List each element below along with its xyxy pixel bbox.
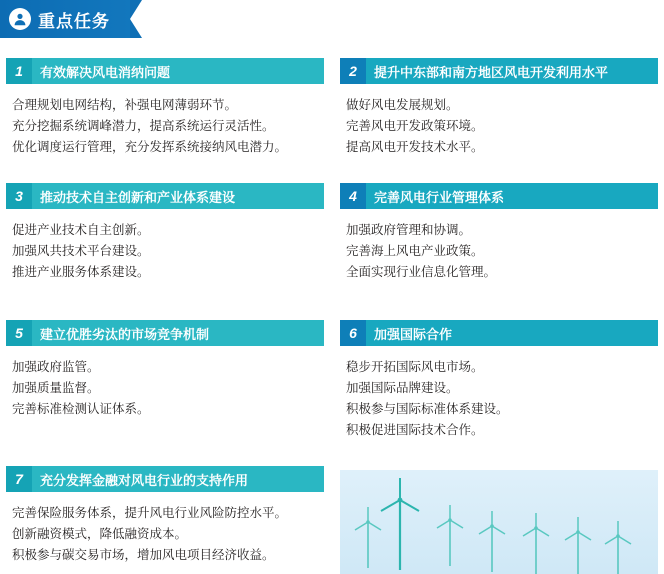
task-line: 优化调度运行管理，充分发挥系统接纳风电潜力。 <box>12 140 288 154</box>
task-line: 加强政府管理和协调。 <box>346 223 472 237</box>
task-card-header <box>340 183 658 209</box>
task-body <box>6 84 324 158</box>
task-line: 全面实现行业信息化管理。 <box>346 265 497 279</box>
task-body <box>6 492 324 566</box>
task-number: 7 <box>6 466 32 492</box>
task-number: 6 <box>340 320 366 346</box>
task-line: 创新融资模式，降低融资成本。 <box>12 527 188 541</box>
wind-turbines-illustration <box>340 470 658 574</box>
task-line: 提高风电开发技术水平。 <box>346 140 484 154</box>
task-title: 提升中东部和南方地区风电开发利用水平 <box>374 64 609 80</box>
task-card-header <box>340 320 658 346</box>
task-line: 加强风共技术平台建设。 <box>12 244 150 258</box>
task-line: 积极参与碳交易市场，增加风电项目经济收益。 <box>12 548 275 562</box>
task-card <box>6 466 324 566</box>
task-line: 加强政府监管。 <box>12 360 100 374</box>
task-number: 1 <box>6 58 32 84</box>
task-line: 做好风电发展规划。 <box>346 98 459 112</box>
task-title: 有效解决风电消纳问题 <box>40 64 171 80</box>
task-card-header <box>6 183 324 209</box>
task-line: 积极促进国际技术合作。 <box>346 423 484 437</box>
task-card-header <box>6 58 324 84</box>
task-title: 充分发挥金融对风电行业的支持作用 <box>40 472 249 488</box>
task-title: 加强国际合作 <box>374 326 453 342</box>
task-body <box>340 84 658 158</box>
task-card <box>6 320 324 420</box>
person-circle-icon <box>9 8 31 30</box>
task-line: 完善标准检测认证体系。 <box>12 402 150 416</box>
task-line: 加强质量监督。 <box>12 381 100 395</box>
task-number: 2 <box>340 58 366 84</box>
task-card-header <box>340 58 658 84</box>
task-card <box>340 58 658 158</box>
task-line: 完善保险服务体系，提升风电行业风险防控水平。 <box>12 506 288 520</box>
task-body <box>340 346 658 441</box>
task-line: 充分挖掘系统调峰潜力，提高系统运行灵活性。 <box>12 119 275 133</box>
task-card-header <box>6 466 324 492</box>
task-number: 4 <box>340 183 366 209</box>
task-line: 促进产业技术自主创新。 <box>12 223 150 237</box>
task-title: 推动技术自主创新和产业体系建设 <box>40 189 236 205</box>
task-card <box>6 58 324 158</box>
task-body <box>6 209 324 283</box>
task-card <box>340 320 658 441</box>
task-title: 完善风电行业管理体系 <box>374 189 505 205</box>
task-line: 稳步开拓国际风电市场。 <box>346 360 484 374</box>
page-title: 重点任务 <box>38 11 110 31</box>
page-header <box>0 0 130 38</box>
task-body <box>6 346 324 420</box>
task-title: 建立优胜劣汰的市场竞争机制 <box>40 326 210 342</box>
task-line: 加强国际品牌建设。 <box>346 381 459 395</box>
task-line: 合理规划电网结构，补强电网薄弱环节。 <box>12 98 238 112</box>
ribbon-tail <box>130 0 142 38</box>
task-line: 完善海上风电产业政策。 <box>346 244 484 258</box>
task-card <box>6 183 324 283</box>
task-line: 完善风电开发政策环境。 <box>346 119 484 133</box>
task-card-header <box>6 320 324 346</box>
task-line: 积极参与国际标准体系建设。 <box>346 402 509 416</box>
task-number: 5 <box>6 320 32 346</box>
task-body <box>340 209 658 283</box>
task-card <box>340 183 658 283</box>
task-line: 推进产业服务体系建设。 <box>12 265 150 279</box>
task-number: 3 <box>6 183 32 209</box>
